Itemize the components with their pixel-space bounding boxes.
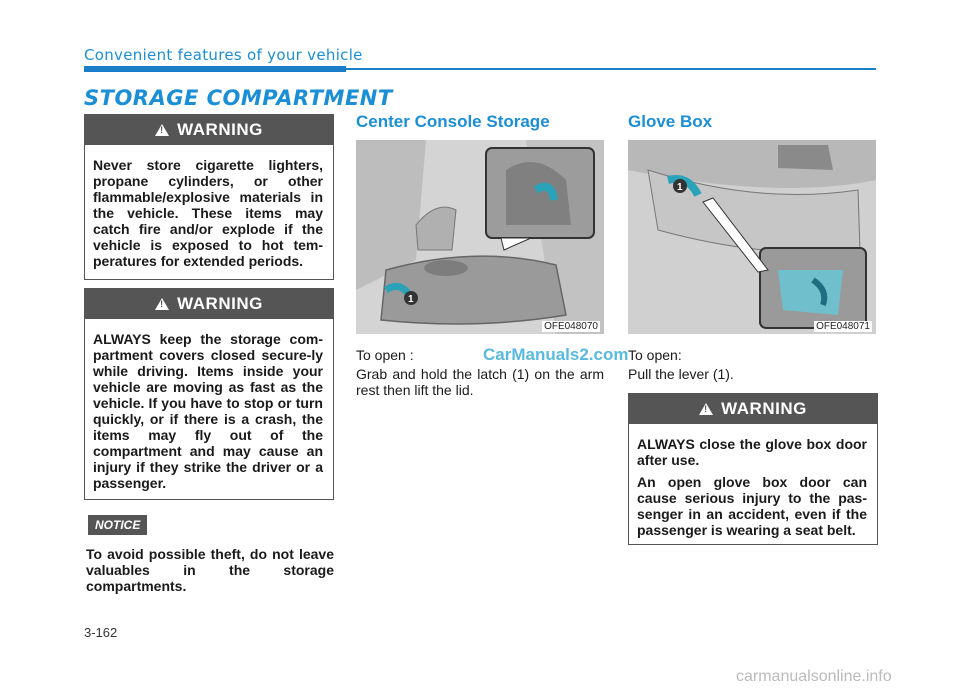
glovebox-to-open: To open: xyxy=(628,347,682,363)
section-header: Convenient features of your vehicle xyxy=(84,46,363,64)
console-image-code: OFE048070 xyxy=(544,321,598,332)
page-number: 3-162 xyxy=(84,625,118,640)
glovebox-instruction: Pull the lever (1). xyxy=(628,366,734,382)
warning-box-covers xyxy=(84,288,334,500)
warning-header xyxy=(85,289,333,319)
console-instruction: Grab and hold the latch (1) on the arm rest then lift the lid. xyxy=(356,366,604,398)
warning-triangle-icon xyxy=(155,298,169,310)
warning-label: WARNING xyxy=(721,399,807,418)
footer-watermark: carmanualsonline.info xyxy=(736,668,892,685)
glovebox-callout-number: 1 xyxy=(677,182,683,193)
glovebox-photo xyxy=(628,140,876,334)
notice-badge: NOTICE xyxy=(88,515,147,535)
watermark: CarManuals2.com xyxy=(483,345,629,364)
console-heading: Center Console Storage xyxy=(356,112,550,131)
warning-text: An open glove box door can cause serious injury to the pas-senger in an accident, even if the passenger is wearing a seat belt. xyxy=(637,474,867,538)
warning-box-glovebox xyxy=(628,393,878,545)
warning-triangle-icon xyxy=(155,124,169,136)
page-title: STORAGE COMPARTMENT xyxy=(84,86,393,110)
header-bar xyxy=(84,66,346,72)
glovebox-illustration xyxy=(628,140,876,334)
warning-body xyxy=(85,145,333,283)
glovebox-heading: Glove Box xyxy=(628,112,713,131)
warning-triangle-icon xyxy=(699,403,713,415)
warning-text: ALWAYS keep the storage com-partment covers closed secure-ly while driving. Items inside your vehicle are moving as fast as the vehicle. If you have to stop or turn quickly, or if there is a crash, the items may fly out of the compartment and may cause an injury if they strike the driver or a passenger. xyxy=(93,331,323,491)
warning-text: ALWAYS close the glove box door after use. xyxy=(637,436,867,468)
warning-body xyxy=(629,424,877,552)
console-illustration xyxy=(356,140,604,334)
header-rule xyxy=(346,68,876,70)
notice-text: To avoid possible theft, do not leave valuables in the storage compartments. xyxy=(86,546,334,594)
warning-header xyxy=(629,394,877,424)
warning-label: WARNING xyxy=(177,294,263,313)
warning-body xyxy=(85,319,333,505)
warning-box-lighters xyxy=(84,114,334,280)
warning-label: WARNING xyxy=(177,120,263,139)
warning-text: Never store cigarette lighters, propane cylinders, or other flammable/explosive materials in the vehicle. These items may catch fire and/or explode if the vehicle is exposed to hot tem-peratures for extended periods. xyxy=(93,157,323,269)
console-callout-number: 1 xyxy=(408,294,414,305)
console-photo xyxy=(356,140,604,334)
console-to-open: To open : xyxy=(356,347,414,363)
glovebox-image-code: OFE048071 xyxy=(816,321,870,332)
warning-header xyxy=(85,115,333,145)
